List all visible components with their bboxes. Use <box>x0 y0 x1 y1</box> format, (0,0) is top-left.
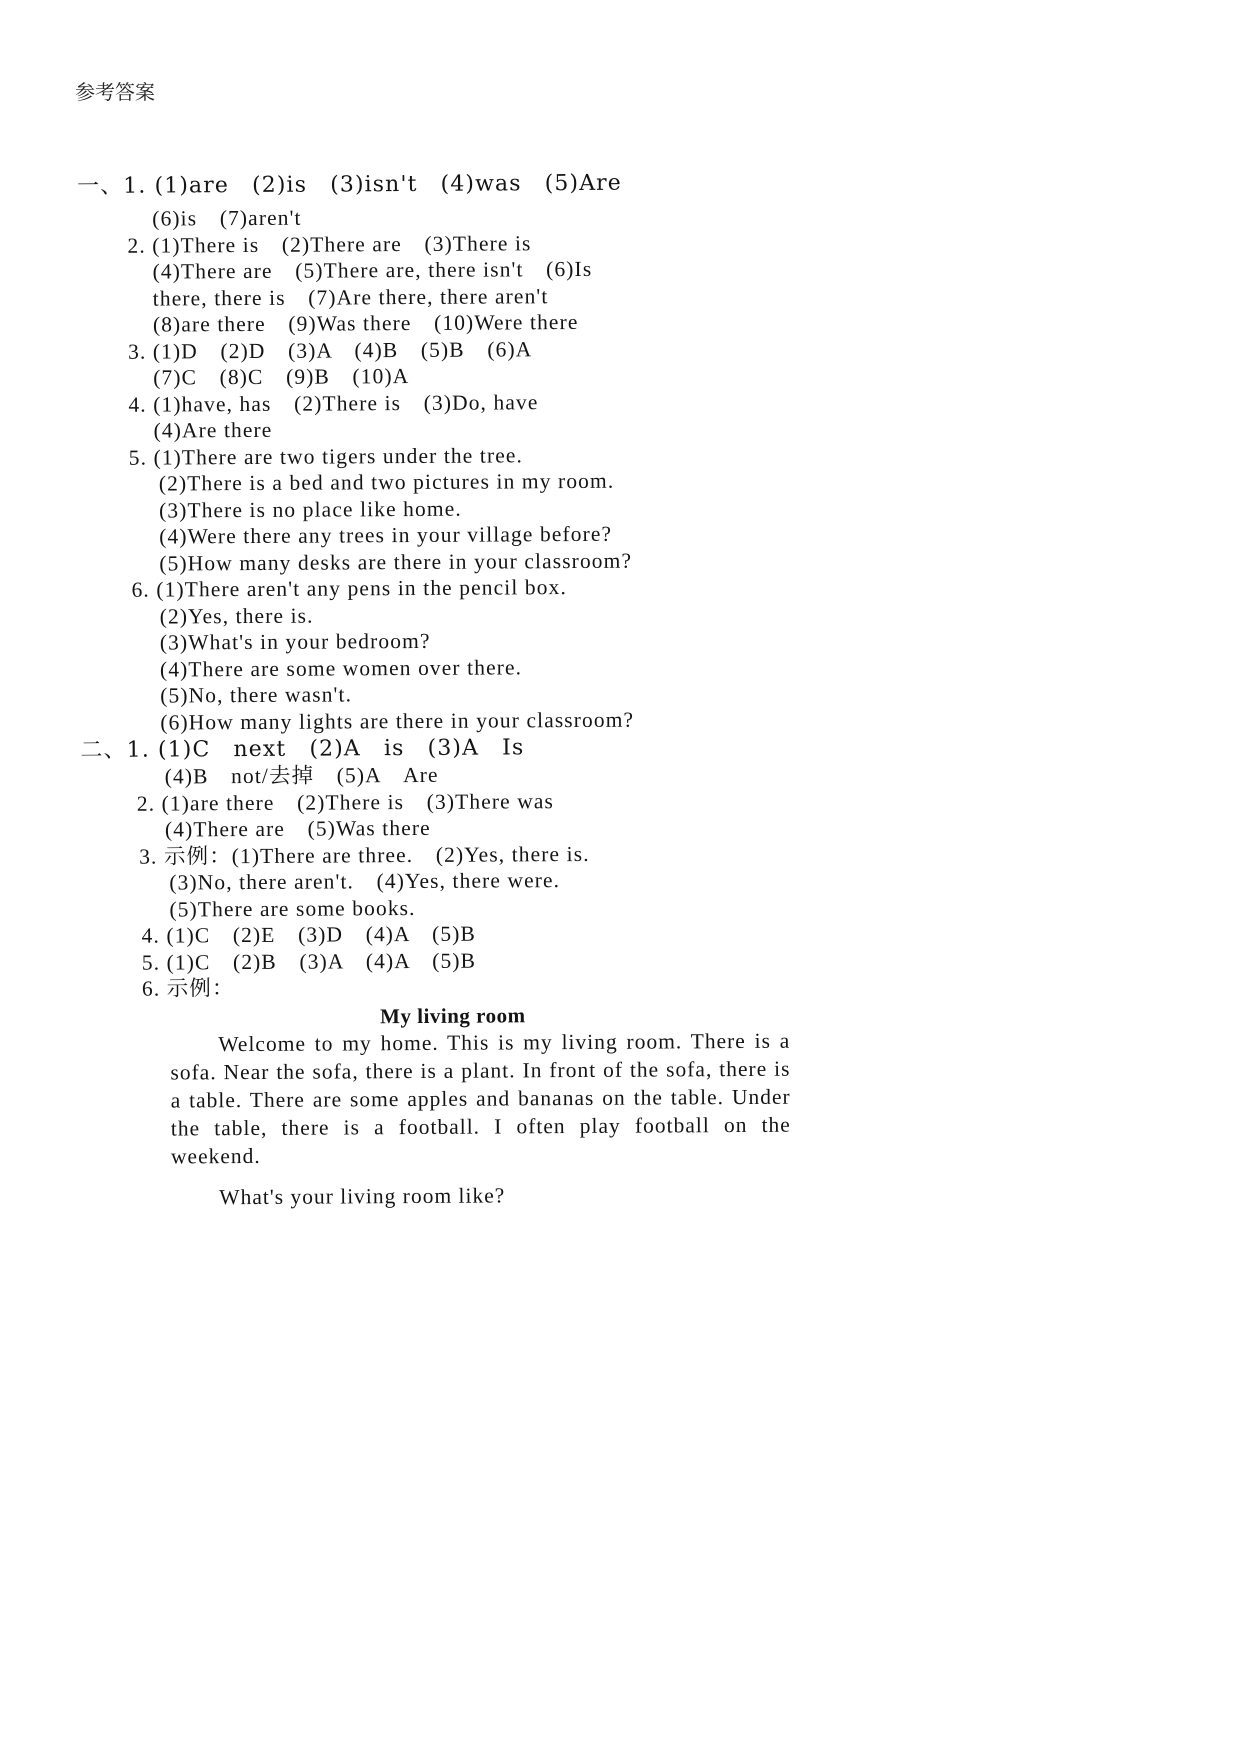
answer-line: 6. 示例： <box>141 976 235 1001</box>
answer-line: 3. 示例：(1)There are three. (2)Yes, there is. <box>139 841 590 869</box>
answer-line: (3)There is no place like home. <box>158 496 462 523</box>
answer-line: (7)C (8)C (9)B (10)A <box>153 364 410 390</box>
answer-line: (5)How many desks are there in your classroom? <box>159 548 633 576</box>
answer-line: (5)There are some books. <box>169 895 416 922</box>
answer-line: (4)B not/去掉 (5)A Are <box>164 762 439 789</box>
answer-line: (3)What's in your bedroom? <box>159 628 431 655</box>
answer-line: (4)There are some women over there. <box>159 655 523 682</box>
answer-line: 5. (1)There are two tigers under the tree. <box>128 443 524 470</box>
answer-line: (5)No, there wasn't. <box>160 682 353 708</box>
answer-line: (6)How many lights are there in your classroom? <box>160 707 635 735</box>
answer-line: (8)are there (9)Was there (10)Were there <box>152 309 579 337</box>
answer-line: 4. (1)have, has (2)There is (3)Do, have <box>128 390 539 417</box>
essay-paragraph: Welcome to my home. This is my living room. There is a sofa. Near the sofa, there is a plant. In front of the sofa, there is a table. There are some apples and bananas on the table. Under the table, there is a football. I often play football on the weekend. <box>170 1028 791 1169</box>
answer-line: 5. (1)C (2)B (3)A (4)A (5)B <box>141 948 477 975</box>
answer-line: (4)Were there any trees in your village before? <box>159 521 613 549</box>
answer-line: there, there is (7)Are there, there aren't <box>152 284 549 311</box>
answer-line: 2. (1)are there (2)There is (3)There was <box>136 789 554 816</box>
answer-line: 2. (1)There is (2)There are (3)There is <box>127 231 532 258</box>
answer-line: (6)is (7)aren't <box>152 205 302 231</box>
answer-key <box>76 170 805 1210</box>
answer-line: 二、1. (1)C next (2)A is (3)A Is <box>80 735 525 764</box>
answer-line: (2)There is a bed and two pictures in my room. <box>158 468 615 496</box>
essay-title: My living room <box>380 1003 526 1029</box>
essay-paragraph: What's your living room like? <box>219 1183 506 1210</box>
answer-line: (3)No, there aren't. (4)Yes, there were. <box>169 868 561 895</box>
page-header: 参考答案 <box>75 80 155 104</box>
answer-line: 4. (1)C (2)E (3)D (4)A (5)B <box>141 921 476 948</box>
answer-line: (4)There are (5)Was there <box>164 815 431 842</box>
answer-line: (4)There are (5)There are, there isn't (6)Is <box>152 256 593 284</box>
answer-line: 3. (1)D (2)D (3)A (4)B (5)B (6)A <box>128 337 533 364</box>
answer-line: 一、1. (1)are (2)is (3)isn't (4)was (5)Are <box>76 170 622 200</box>
answer-line: 6. (1)There aren't any pens in the pencil box. <box>131 575 567 602</box>
answer-line: (4)Are there <box>153 417 273 443</box>
answer-line: (2)Yes, there is. <box>159 603 314 629</box>
